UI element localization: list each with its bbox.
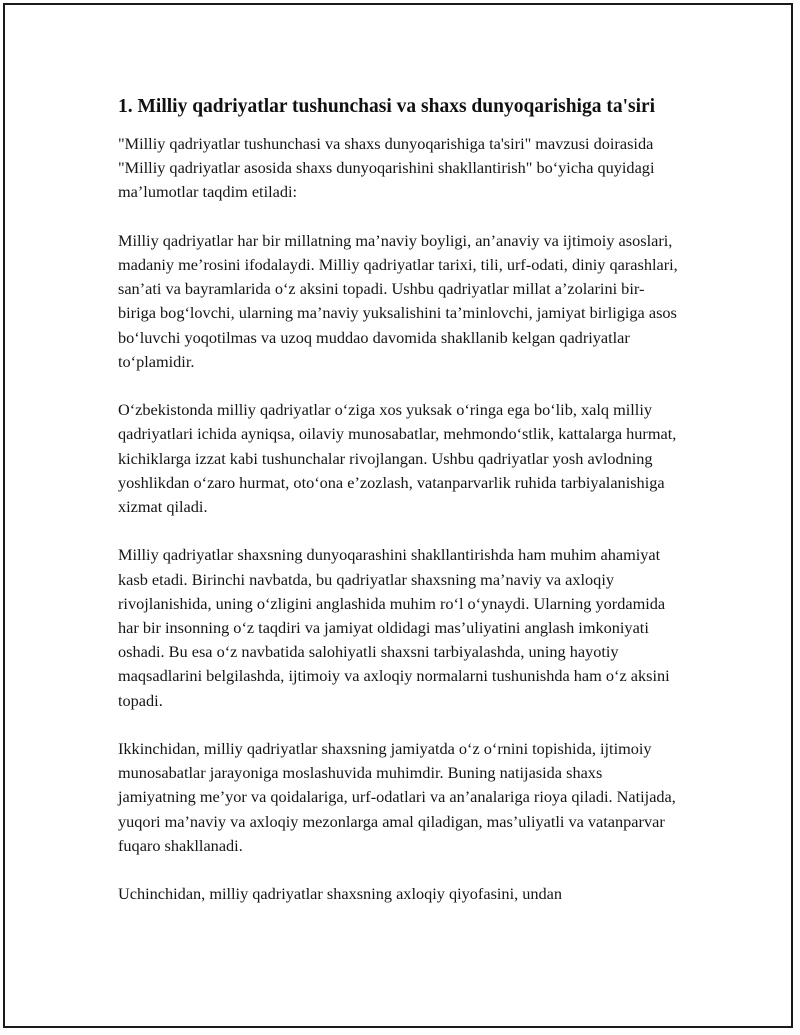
paragraph-worldview: Milliy qadriyatlar shaxsning dunyoqarashini shakllantirishda ham muhim ahamiyat kasb etadi. Birinchi navbatda, bu qadriyatlar shaxsning ma’naviy va axloqiy rivojlanishida, uning o‘zligini anglashida muhim ro‘l o‘ynaydi. Ularning yordamida har bir insonning o‘z taqdiri va jamiyat oldidagi mas’uliyatini anglash imkoniyati oshadi. Bu esa o‘z navbatida salohiyatli shaxsni tarbiyalashda, uning hayotiy maqsadlarini belgilashda, ijtimoiy va axloqiy normalarni tushunishda ham o‘z aksini topadi. [118,545,670,710]
paragraph-uzbekistan: O‘zbekistonda milliy qadriyatlar o‘ziga xos yuksak o‘ringa ega bo‘lib, xalq milliy qadriyatlari ichida ayniqsa, oilaviy munosabatlar, mehmondo‘stlik, kattalarga hurmat, kichiklarga izzat kabi tushunchalar rivojlangan. Ushbu qadriyatlar yosh avlodning yoshlikdan o‘zaro hurmat, oto‘ona e’zozlash, vatanparvarlik ruhida tarbiyalanishiga xizmat qiladi. [118,400,677,517]
section-heading: 1. Milliy qadriyatlar tushunchasi va shaxs dunyoqarishiga ta'siri [118,96,656,117]
paragraph-third: Uchinchidan, milliy qadriyatlar shaxsning axloqiy qiyofasini, undan [118,884,563,904]
document-body [118,94,678,931]
paragraph-definition: Milliy qadriyatlar har bir millatning ma’naviy boyligi, an’anaviy va ijtimoiy asoslari, madaniy me’rosini ifodalaydi. Milliy qadriyatlar tarixi, tili, urf-odati, diniy qarashlari, san’ati va bayramlarida o‘z aksini topadi. Ushbu qadriyatlar millat a’zolarini bir-biriga bog‘lovchi, ularning ma’naviy yuksalishini ta’minlovchi, jamiyat birligiga asos bo‘luvchi yoqotilmas va uzoq muddao davomida shakllanib kelgan qadriyatlar to‘plamidir. [118,230,678,371]
paragraph-second: Ikkinchidan, milliy qadriyatlar shaxsning jamiyatda o‘z o‘rnini topishida, ijtimoiy munosabatlar jarayoniga moslashuvida muhimdir. Buning natijasida shaxs jamiyatning me’yor va qoidalariga, urf-odatlari va an’analariga rioya qiladi. Natijada, yuqori ma’naviy va axloqiy mezonlarga amal qiladigan, mas’uliyatli va vatanparvar fuqaro shakllanadi. [118,739,676,855]
paragraph-intro: "Milliy qadriyatlar tushunchasi va shaxs dunyoqarishiga ta'siri" mavzusi doirasida "Milliy qadriyatlar asosida shaxs dunyoqarishini shakllantirish" bo‘yicha quyidagi ma’lumotlar taqdim etiladi: [118,134,655,202]
